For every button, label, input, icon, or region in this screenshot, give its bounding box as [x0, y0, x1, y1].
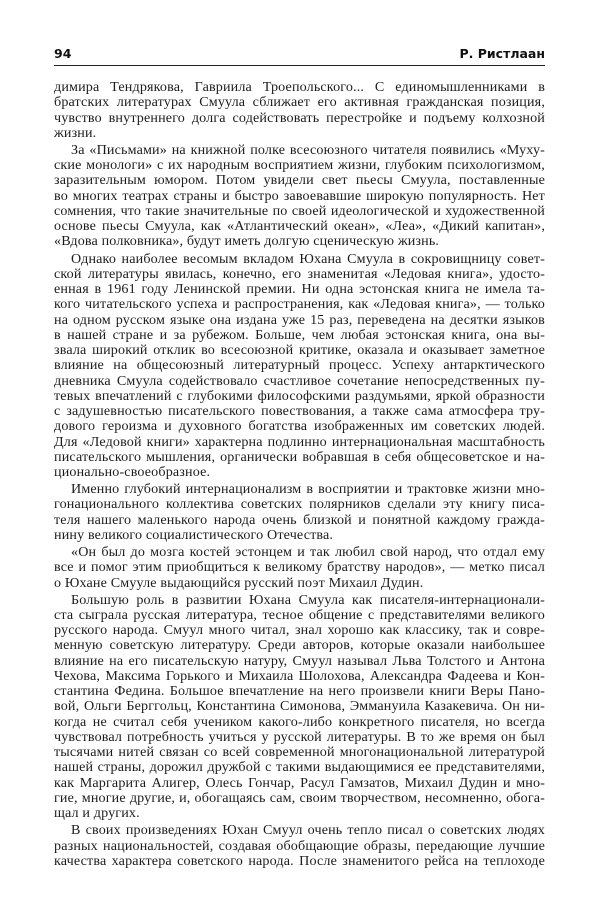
text-line: ста сыграла русская литература, тесное общение с представителями великого — [54, 606, 545, 623]
text-line: щал и других. — [54, 805, 140, 822]
text-line: в нашей стране и за рубежом. Больше, чем любая эстонская книга, она вы- — [54, 326, 545, 343]
text-line: енная в 1961 году Ленинской премии. Ни одна эстонская книга не имела та- — [54, 281, 545, 298]
text-line: гонационального коллектива советских полярников сделали эту книгу писа- — [54, 496, 545, 513]
text-line: русского народа. Смуул много читал, знал хорошо как классику, так и совре- — [54, 622, 545, 639]
paragraph — [54, 482, 545, 543]
text-line: «Он был до мозга костей эстонцем и так любил свой народ, что отдал ему — [71, 544, 545, 561]
text-line: основе пьесы Смуула, как «Атлантический океан», «Леа», «Дикий капитан», — [54, 218, 545, 235]
text-line: звала широкий отклик во всесоюзной критике, оказала и оказывает заметное — [54, 342, 545, 359]
text-line: как Маргарита Алигер, Олесь Гончар, Расул Гамзатов, Михаил Дудин и мно- — [54, 774, 545, 791]
text-line: заразительным юмором. Потом увидели свет пьесы Смуула, поставленные — [54, 172, 545, 189]
text-line: ционально-своеобразное. — [54, 464, 211, 481]
text-line: гие, многие другие, и, обогащаясь сам, своим творчеством, несомненно, обога- — [54, 789, 545, 806]
text-line: с задушевностью писательского повествования, а также сама атмосфера тру- — [54, 403, 545, 420]
text-line: тысячами нитей связан со всей современной многонациональной литературой — [54, 744, 545, 761]
text-line: разных национальностей, создавая обобщающие образы, передающие лучшие — [54, 837, 545, 854]
text-line: качества характера советского народа. После знаменитого рейса на теплоходе — [54, 852, 545, 869]
text-line: нашей страны, дорожил дружбой с такими выдающимися ее представителями, — [54, 759, 545, 776]
text-line: на одном русском языке она издана уже 15 раз, переведена на десятки языков — [54, 311, 545, 328]
text-line: чувство внутреннего долга содействовать перестройке и подъему колхозной — [54, 109, 545, 126]
text-line: жизни. — [54, 124, 97, 141]
text-line: Чехова, Максима Горького и Михаила Шолохова, Александра Фадеева и Кон- — [54, 667, 545, 684]
text-line: сомнения, что такие значительные по своей идеологической и художественной — [54, 202, 545, 219]
text-line: вой, Ольги Берггольц, Константина Симонова, Эммануила Казакевича. Он ни- — [54, 698, 545, 715]
text-line: теля нашего маленького народа очень близкой и понятной каждому гражда- — [54, 511, 545, 528]
text-line: чувствовал потребность учиться у русской литературы. В то же время он был — [54, 728, 545, 745]
running-head-author: Р. Ристлаан — [459, 46, 545, 61]
text-line: стантина Федина. Большое впечатление на него произвели книги Веры Пано- — [54, 683, 545, 700]
text-line: Однако наиболее весомым вкладом Юхана Смуула в сокровищницу совет- — [71, 250, 545, 267]
text-line: во многих театрах страны и быстро завоевавшие широкую популярность. Нет — [54, 187, 545, 204]
text-line: менную советскую литературу. Среди авторов, которые оказали наибольшее — [54, 637, 545, 654]
text-line: тевых впечатлений с глубокими философскими раздумьями, яркой образности — [54, 387, 545, 404]
text-line: Большую роль в развитии Юхана Смуула как писателя-интернационали- — [71, 591, 545, 608]
text-line: дневника Смуула содействовало счастливое сочетание непосредственных пу- — [54, 372, 545, 389]
text-line: ские монологи» с их народным восприятием жизни, глубоким психологизмом, — [54, 157, 545, 174]
text-line: димира Тендрякова, Гавриила Троепольского... С единомышленниками в — [54, 79, 545, 95]
text-line: влияние на его писательскую натуру, Смуул называл Льва Толстого и Антона — [54, 652, 545, 669]
body-text — [54, 80, 545, 871]
text-line: о Юхане Смууле выдающийся русский поэт Михаил Дудин. — [54, 574, 424, 591]
text-line: писательского мышления, органически вобравшая в себя общесоветское и на- — [54, 448, 545, 465]
text-line: «Вдова полковника», будут иметь долгую сценическую жизнь. — [54, 233, 440, 250]
text-line: братских литературах Смуула сближает его активная гражданская позиция, — [54, 94, 545, 111]
text-line: когда не считал себя учеником какого-либо конкретного писателя, но всегда — [54, 713, 545, 730]
paragraph — [54, 593, 545, 822]
text-line: нину великого социалистического Отечества. — [54, 526, 334, 543]
paragraph — [54, 545, 545, 591]
text-line: дового героизма и духовного богатства изображенных им советских людей. — [54, 418, 545, 435]
paragraph — [54, 80, 545, 141]
text-line: кого читательского успеха и распространения, как «Ледовая книга», — только — [54, 296, 545, 313]
paragraph — [54, 823, 545, 869]
header-rule — [54, 65, 545, 66]
text-line: Для «Ледовой книги» характерна подлинно интернациональная масштабность — [54, 433, 545, 450]
text-line: Именно глубокий интернационализм в восприятии и трактовке жизни мно- — [71, 481, 545, 498]
page-number: 94 — [54, 46, 72, 61]
text-line: все и помог этим приобщиться к великому братству народов», — метко писал — [54, 559, 545, 576]
paragraph — [54, 252, 545, 481]
text-line: влияние на общесоюзный литературный процесс. Успеху антарктического — [54, 357, 545, 374]
text-line: ской литературы явилась, конечно, его знаменитая «Ледовая книга», удосто- — [54, 265, 545, 282]
running-head — [54, 46, 545, 64]
text-line: В своих произведениях Юхан Смуул очень тепло писал о советских людях — [71, 822, 545, 839]
paragraph — [54, 143, 545, 250]
text-line: За «Письмами» на книжной полке всесоюзного читателя появились «Муху- — [71, 141, 545, 158]
